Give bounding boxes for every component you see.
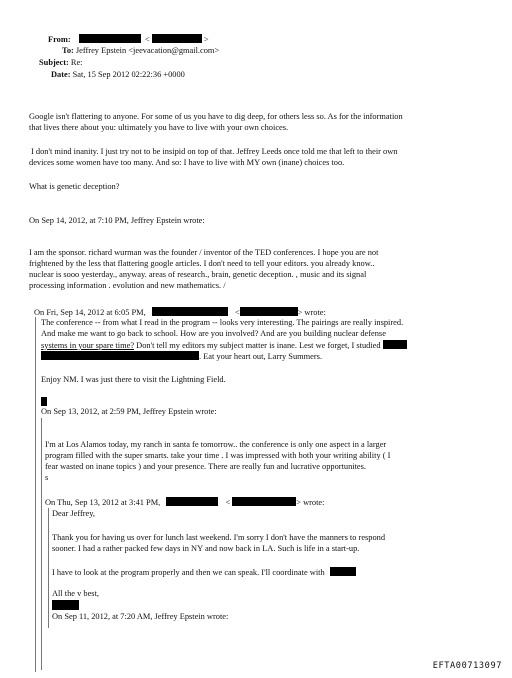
date-label: Date: [51,70,71,79]
body-text: I don't mind inanity. I just try not to be insipid on top of that. Jeffrey Leeds once told me that left to their own [31,147,398,156]
body-text: . Eat your heart out, Larry Summers. [41,351,322,363]
redaction-box [152,307,228,316]
quote-bar [48,508,49,628]
quote-bar [41,418,42,670]
from-line: From: < > [48,35,209,44]
quote-attribution: On Sep 13, 2012, at 2:59 PM, Jeffrey Epstein wrote: [41,407,217,416]
quote-attribution: On Fri, Sep 14, 2012 at 6:05 PM, < > wrote: [34,308,326,317]
body-text: I have to look at the program properly and then we can speak. I'll coordinate with [52,567,356,579]
quote-bar [35,317,36,672]
body-text: I'm at Los Alamos today, my ranch in santa fe tomorrow.. the conference is only one aspect in a larger [45,440,387,449]
redaction-box [152,34,202,43]
to-value: Jeffrey Epstein <jeevacation@gmail.com> [75,46,220,55]
body-text: processing information . evolution and new mathematics. / [29,281,226,290]
body-text: Dear Jeffrey, [52,509,96,518]
body-text: fear wasted on inane topics ) and your presence. There are really fun and lucrative opportunites. [45,462,366,471]
body-text: All the v best, [52,589,99,598]
quote-attribution: On Sep 14, 2012, at 7:10 PM, Jeffrey Epstein wrote: [29,216,205,225]
redaction-box [79,34,141,43]
subject-line [39,58,83,69]
redaction-box [41,351,199,360]
redaction-box [41,397,47,406]
to-line [62,46,219,57]
body-text: Google isn't flattering to anyone. For some of us you have to dig deep, for others less so. As for the information [29,112,403,121]
date-line [51,70,185,81]
redaction-box [383,340,407,349]
body-text: devices some women have too many. And so: I have to live with MY own (inane) choices too. [29,158,345,167]
to-label: To: [62,46,74,55]
redaction-box [330,567,356,576]
body-text: that lives there about you: ultimately you have to live with your own choices. [29,123,289,132]
body-text: sooner. I had a rather packed few days in NY and now back in LA. Such is life in a start-up. [52,544,360,553]
date-value: Sat, 15 Sep 2012 02:22:36 +0000 [72,70,185,79]
body-text: Enjoy NM. I was just there to visit the Lightning Field. [41,375,226,384]
subject-value: Re: [70,58,83,67]
body-text: program filled with the super smarts. take your time . I was impressed with both your writing ability ( I [45,451,391,460]
quote-attribution: On Thu, Sep 13, 2012 at 3:41 PM, < > wrote: [45,498,325,507]
body-text: s [45,473,49,482]
body-text: What is genetic deception? [29,182,120,191]
body-text: frightened by the less that flattering google articles. I don't need to tell your editors. you already know.. [29,259,375,268]
from-label: From: [48,35,71,44]
redaction-box [240,307,298,316]
body-text: And make me want to go back to school. How are you involved? And are you building nuclear defense [41,329,386,338]
body-text: I am the sponsor. richard wurman was the founder / inventor of the TED conferences. I hope you are not [29,248,379,257]
from-close: > [203,35,209,44]
redaction-box [166,497,218,506]
body-text: The conference -- from what I read in the program -- looks very interesting. The pairings are really inspired. [41,318,404,327]
quote-attribution: On Sep 11, 2012, at 7:20 AM, Jeffrey Epstein wrote: [52,612,229,621]
body-text: systems in your spare time? Don't tell my editors my subject matter is inane. Lest we forget, I studied [41,340,407,352]
redaction-box [232,497,296,506]
document-id: EFTA00713097 [432,661,502,671]
redaction-box [52,600,79,610]
subject-label: Subject: [39,58,69,67]
body-text: nuclear is sooo yesterday., anyway. areas of research., brain, genetic deception. , music and its signal [29,270,367,279]
body-text: Thank you for having us over for lunch last weekend. I'm sorry I don't have the manners to respond [52,533,386,542]
